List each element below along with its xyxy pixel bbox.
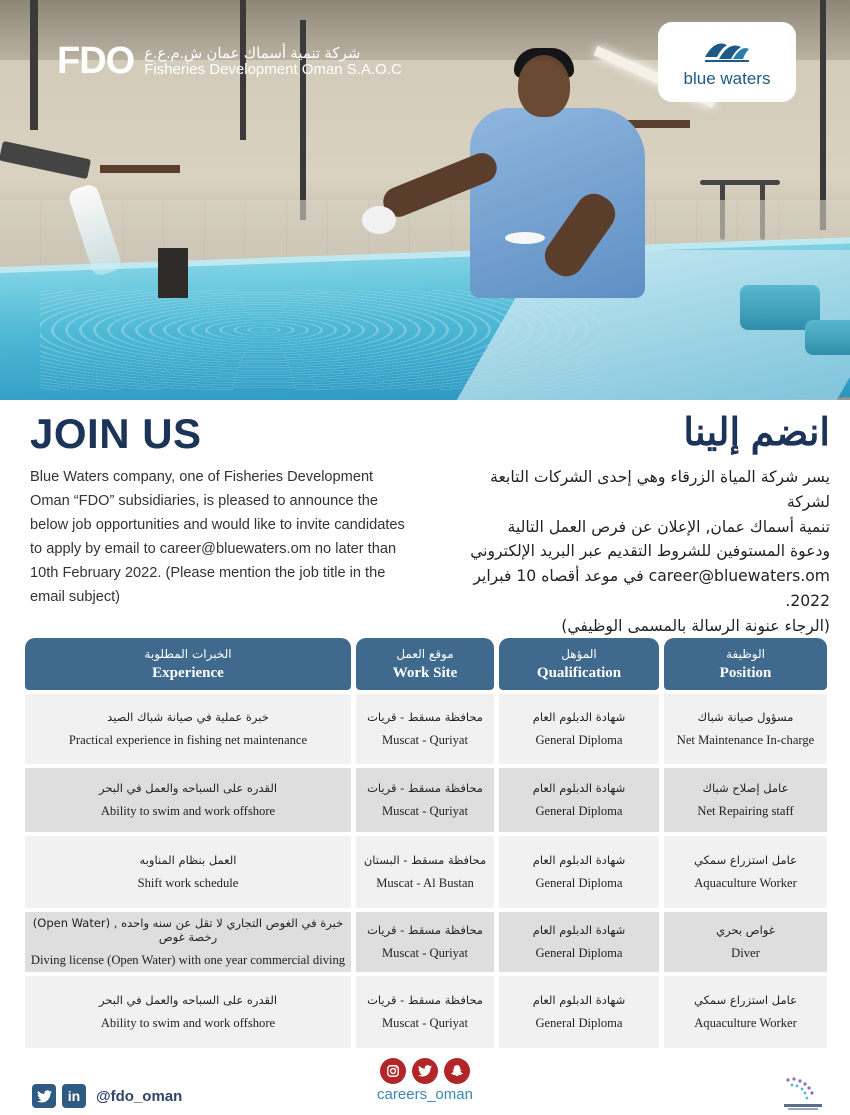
water-pipe bbox=[0, 141, 91, 179]
intro-arabic bbox=[460, 465, 830, 639]
header-label: Work Site bbox=[392, 664, 458, 681]
join-us-title-arabic: انضم إلينا bbox=[683, 412, 830, 454]
cell-text-arabic: خبرة في الغوص التجاري لا تقل عن سنه واحده , (Open Water) رخصة غوص bbox=[32, 916, 344, 944]
cell-text: Ability to swim and work offshore bbox=[100, 1016, 276, 1030]
cell-text: Diver bbox=[731, 946, 760, 960]
water-pipe bbox=[700, 180, 780, 185]
table-row bbox=[25, 836, 827, 908]
cell-qualification bbox=[499, 976, 659, 1048]
cell-text-arabic: شهادة الدبلوم العام bbox=[532, 781, 626, 795]
cell-text-arabic: خبرة عملية في صيانة شباك الصيد bbox=[107, 710, 269, 724]
intro-arabic-line: يسر شركة المياة الزرقاء وهي إحدى الشركات التابعة لشركة bbox=[490, 468, 830, 511]
cell-qualification bbox=[499, 694, 659, 764]
cell-text: General Diploma bbox=[535, 876, 623, 890]
wave-fish-icon bbox=[701, 35, 753, 65]
cell-experience bbox=[25, 768, 351, 832]
wall-shelf bbox=[100, 165, 180, 173]
cell-position bbox=[664, 694, 827, 764]
cell-work-site bbox=[356, 912, 494, 972]
header-label: Experience bbox=[152, 664, 224, 681]
cell-text: General Diploma bbox=[535, 1016, 623, 1030]
fdo-social-handle[interactable]: @fdo_oman bbox=[96, 1087, 183, 1105]
cell-text: Diving license (Open Water) with one year commercial diving bbox=[30, 953, 346, 967]
social-icons bbox=[380, 1058, 470, 1084]
cell-text-arabic: عامل استزراع سمكي bbox=[693, 853, 798, 867]
linkedin-icon[interactable]: in bbox=[62, 1084, 86, 1108]
cell-text: Muscat - Quriyat bbox=[381, 733, 469, 747]
ceiling-beam bbox=[30, 0, 38, 130]
intro-english: Blue Waters company, one of Fisheries Development Oman “FDO” subsidiaries, is pleased to announce the below job opportunities and would like to invite candidates to apply by email to career@bluewaters.om no later than 10th February 2022. (Please mention the job title in the email subject) bbox=[30, 469, 405, 605]
header-label-arabic: موقع العمل bbox=[396, 646, 454, 661]
cell-text-arabic: شهادة الدبلوم العام bbox=[532, 853, 626, 867]
cell-text: Aquaculture Worker bbox=[694, 1016, 797, 1030]
cell-experience bbox=[25, 912, 351, 972]
header-position bbox=[664, 638, 827, 690]
cell-text-arabic: مسؤول صيانة شباك bbox=[697, 710, 794, 724]
cell-text-arabic: محافظة مسقط - قريات bbox=[367, 923, 483, 937]
cell-qualification bbox=[499, 768, 659, 832]
cell-text: Muscat - Al Bustan bbox=[376, 876, 474, 890]
sample-dish bbox=[505, 232, 545, 244]
cell-text: General Diploma bbox=[535, 733, 623, 747]
fdo-wordmark bbox=[144, 46, 402, 78]
cell-text-arabic: عامل إصلاح شباك bbox=[702, 781, 789, 795]
worker-glove bbox=[362, 206, 396, 234]
cell-work-site bbox=[356, 836, 494, 908]
water-tub bbox=[805, 320, 850, 355]
twitter-icon[interactable] bbox=[412, 1058, 438, 1084]
cell-position bbox=[664, 976, 827, 1048]
header-label: Position bbox=[719, 664, 772, 681]
social-links-careers bbox=[374, 1058, 476, 1103]
cell-position bbox=[664, 836, 827, 908]
header-label-arabic: المؤهل bbox=[561, 646, 597, 661]
cell-text-arabic: غواص بحري bbox=[716, 923, 775, 937]
cell-text-arabic: العمل بنظام المناوبه bbox=[139, 853, 237, 867]
join-us-title: JOIN US bbox=[30, 410, 202, 457]
intro-arabic-line: career@bluewaters.om في موعد أقصاه 10 فبراير 2022. bbox=[473, 567, 830, 610]
intro-arabic-line: ودعوة المستوفين للشروط التقديم عبر البريد الإلكتروني bbox=[470, 542, 830, 561]
partner-logo-icon bbox=[778, 1074, 828, 1112]
cell-qualification bbox=[499, 836, 659, 908]
cell-work-site bbox=[356, 976, 494, 1048]
cell-text-arabic: القدره على السباحه والعمل في البحر bbox=[98, 993, 278, 1007]
cell-text-arabic: محافظة مسقط - البستان bbox=[363, 853, 487, 867]
cell-work-site bbox=[356, 768, 494, 832]
cell-text: General Diploma bbox=[535, 946, 623, 960]
cell-text-arabic: محافظة مسقط - قريات bbox=[367, 993, 483, 1007]
cell-text: Muscat - Quriyat bbox=[381, 946, 469, 960]
table-row bbox=[25, 912, 827, 972]
ceiling-beam bbox=[820, 0, 826, 230]
cell-text: Practical experience in fishing net maintenance bbox=[68, 733, 308, 747]
cell-text: General Diploma bbox=[535, 804, 623, 818]
cell-text-arabic: محافظة مسقط - قريات bbox=[367, 710, 483, 724]
fdo-name-arabic: شركة تنمية أسماك عمان ش.م.ع.ع bbox=[144, 44, 361, 62]
worker-head bbox=[518, 55, 570, 117]
snapchat-icon[interactable] bbox=[444, 1058, 470, 1084]
fdo-mark: FDO bbox=[57, 40, 135, 82]
careers-social-handle[interactable]: careers_oman bbox=[377, 1086, 473, 1103]
cell-text-arabic: شهادة الدبلوم العام bbox=[532, 993, 626, 1007]
tank-stand bbox=[158, 248, 188, 298]
social-links-fdo bbox=[32, 1084, 182, 1108]
cell-text: Ability to swim and work offshore bbox=[100, 804, 276, 818]
table-header bbox=[25, 638, 827, 690]
cell-text-arabic: القدره على السباحه والعمل في البحر bbox=[98, 781, 278, 795]
cell-text: Aquaculture Worker bbox=[694, 876, 797, 890]
cell-experience bbox=[25, 694, 351, 764]
fdo-logo bbox=[57, 40, 402, 83]
header-qualification bbox=[499, 638, 659, 690]
cell-text-arabic: عامل استزراع سمكي bbox=[693, 993, 798, 1007]
cell-position bbox=[664, 912, 827, 972]
header-work-site bbox=[356, 638, 494, 690]
table-row bbox=[25, 976, 827, 1048]
cell-qualification bbox=[499, 912, 659, 972]
cell-text: Muscat - Quriyat bbox=[381, 804, 469, 818]
blue-waters-logo bbox=[658, 22, 796, 102]
header-label-arabic: الخبرات المطلوبة bbox=[144, 646, 232, 661]
blue-waters-name: blue waters bbox=[683, 69, 771, 88]
header-label: Qualification bbox=[536, 664, 622, 681]
instagram-icon[interactable] bbox=[380, 1058, 406, 1084]
header-experience bbox=[25, 638, 351, 690]
intro-arabic-line: تنمية أسماك عمان, الإعلان عن فرص العمل التالية bbox=[507, 517, 830, 536]
cell-text-arabic: محافظة مسقط - قريات bbox=[367, 781, 483, 795]
cell-text: Muscat - Quriyat bbox=[381, 1016, 469, 1030]
table-row bbox=[25, 694, 827, 764]
cell-position bbox=[664, 768, 827, 832]
cell-experience bbox=[25, 976, 351, 1048]
cell-text-arabic: شهادة الدبلوم العام bbox=[532, 710, 626, 724]
cell-text: Net Repairing staff bbox=[697, 804, 794, 818]
cell-text: Net Maintenance In-charge bbox=[676, 733, 815, 747]
table-row bbox=[25, 768, 827, 832]
intro-arabic-line: (الرجاء عنونة الرسالة بالمسمى الوظيفي) bbox=[561, 616, 830, 635]
cell-text-arabic: شهادة الدبلوم العام bbox=[532, 923, 626, 937]
cell-experience bbox=[25, 836, 351, 908]
fdo-name-english: Fisheries Development Oman S.A.O.C bbox=[144, 60, 402, 78]
cell-work-site bbox=[356, 694, 494, 764]
cell-text: Shift work schedule bbox=[137, 876, 239, 890]
header-label-arabic: الوظيفة bbox=[726, 646, 765, 661]
twitter-icon[interactable] bbox=[32, 1084, 56, 1108]
